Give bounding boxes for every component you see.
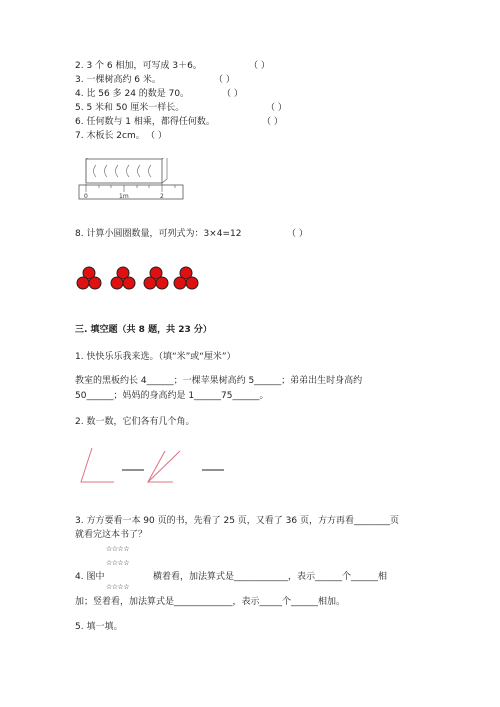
fill-q2-prompt: 2. 数一数，它们各有几个角。 (75, 417, 195, 427)
fill-q3-line1: 3. 方方要看一本 90 页的书，先看了 25 页，又看了 36 页，方方再看________页 (75, 516, 399, 526)
star-row-1: ☆☆☆☆ (106, 545, 130, 553)
fill-q1-prompt: 1. 快快乐乐我来选。（填“米”或“厘米”） (75, 352, 236, 362)
angle-figure-1 (81, 448, 114, 482)
ruler-label-1m: 1m (119, 193, 129, 200)
circle-group-2 (111, 267, 135, 289)
q3-text: 3. 一棵树高约 6 米。 (75, 75, 161, 85)
fill-q1-line1: 教室的黑板约长 4______；一棵苹果树高约 5______；弟弟出生时身高约 (75, 376, 363, 386)
fill-q3-line2: 就看完这本书了？ (75, 530, 148, 540)
q4-text: 4. 比 56 多 24 的数是 70。 (75, 89, 190, 99)
q6-text: 6. 任何数与 1 相乘，都得任何数。 (75, 117, 215, 127)
board-side (162, 158, 167, 183)
ruler-body (79, 185, 183, 199)
board-front (86, 159, 162, 183)
circle-group-1 (77, 267, 101, 289)
angle-figure-2-b (148, 451, 165, 482)
star-row-2: ☆☆☆☆ (106, 559, 130, 567)
ruler-label-2: 2 (160, 193, 164, 200)
q6-answer-paren[interactable]: （ ） (262, 117, 283, 127)
ruler-label-0: 0 (84, 193, 88, 200)
fill-q5-prompt: 5. 填一填。 (75, 622, 123, 632)
fill-q4-line1-before: 4. 图中 (75, 572, 105, 582)
fill-q1-line2: 50______；妈妈的身高约是 1______75______。 (75, 391, 269, 401)
circle-group-4 (174, 267, 198, 289)
star-row-3: ☆☆☆☆ (106, 583, 130, 591)
angle-figures (70, 445, 240, 490)
q8-text: 8. 计算小圆圈数量，可列式为：3×4=12 (75, 229, 242, 239)
section-title-fill: 三. 填空题（共 8 题，共 23 分） (75, 325, 212, 335)
fill-q4-line1-after: 横着看，加法算式是____________，表示______个______相 (153, 572, 388, 582)
fill-q4-line2: 加；竖着看，加法算式是_____________，表示_____个______相加。 (75, 597, 346, 607)
angle-figure-2-a (148, 451, 180, 482)
q7-text: 7. 木板长 2cm。 (75, 131, 145, 141)
q2-answer-paren[interactable]: （ ） (249, 61, 270, 71)
q5-answer-paren[interactable]: （ ） (266, 103, 287, 113)
q5-text: 5. 5 米和 50 厘米一样长。 (75, 103, 185, 113)
q8-answer-paren[interactable]: （ ） (287, 229, 308, 239)
q3-answer-paren[interactable]: （ ） (214, 75, 235, 85)
ruler-board-figure (78, 158, 188, 204)
circle-groups-figure (76, 264, 206, 296)
q7-answer-paren[interactable]: （ ） (146, 131, 167, 141)
q2-text: 2. 3 个 6 相加，可写成 3＋6。 (75, 61, 202, 71)
q4-answer-paren[interactable]: （ ） (222, 89, 243, 99)
circle-group-3 (144, 267, 168, 289)
